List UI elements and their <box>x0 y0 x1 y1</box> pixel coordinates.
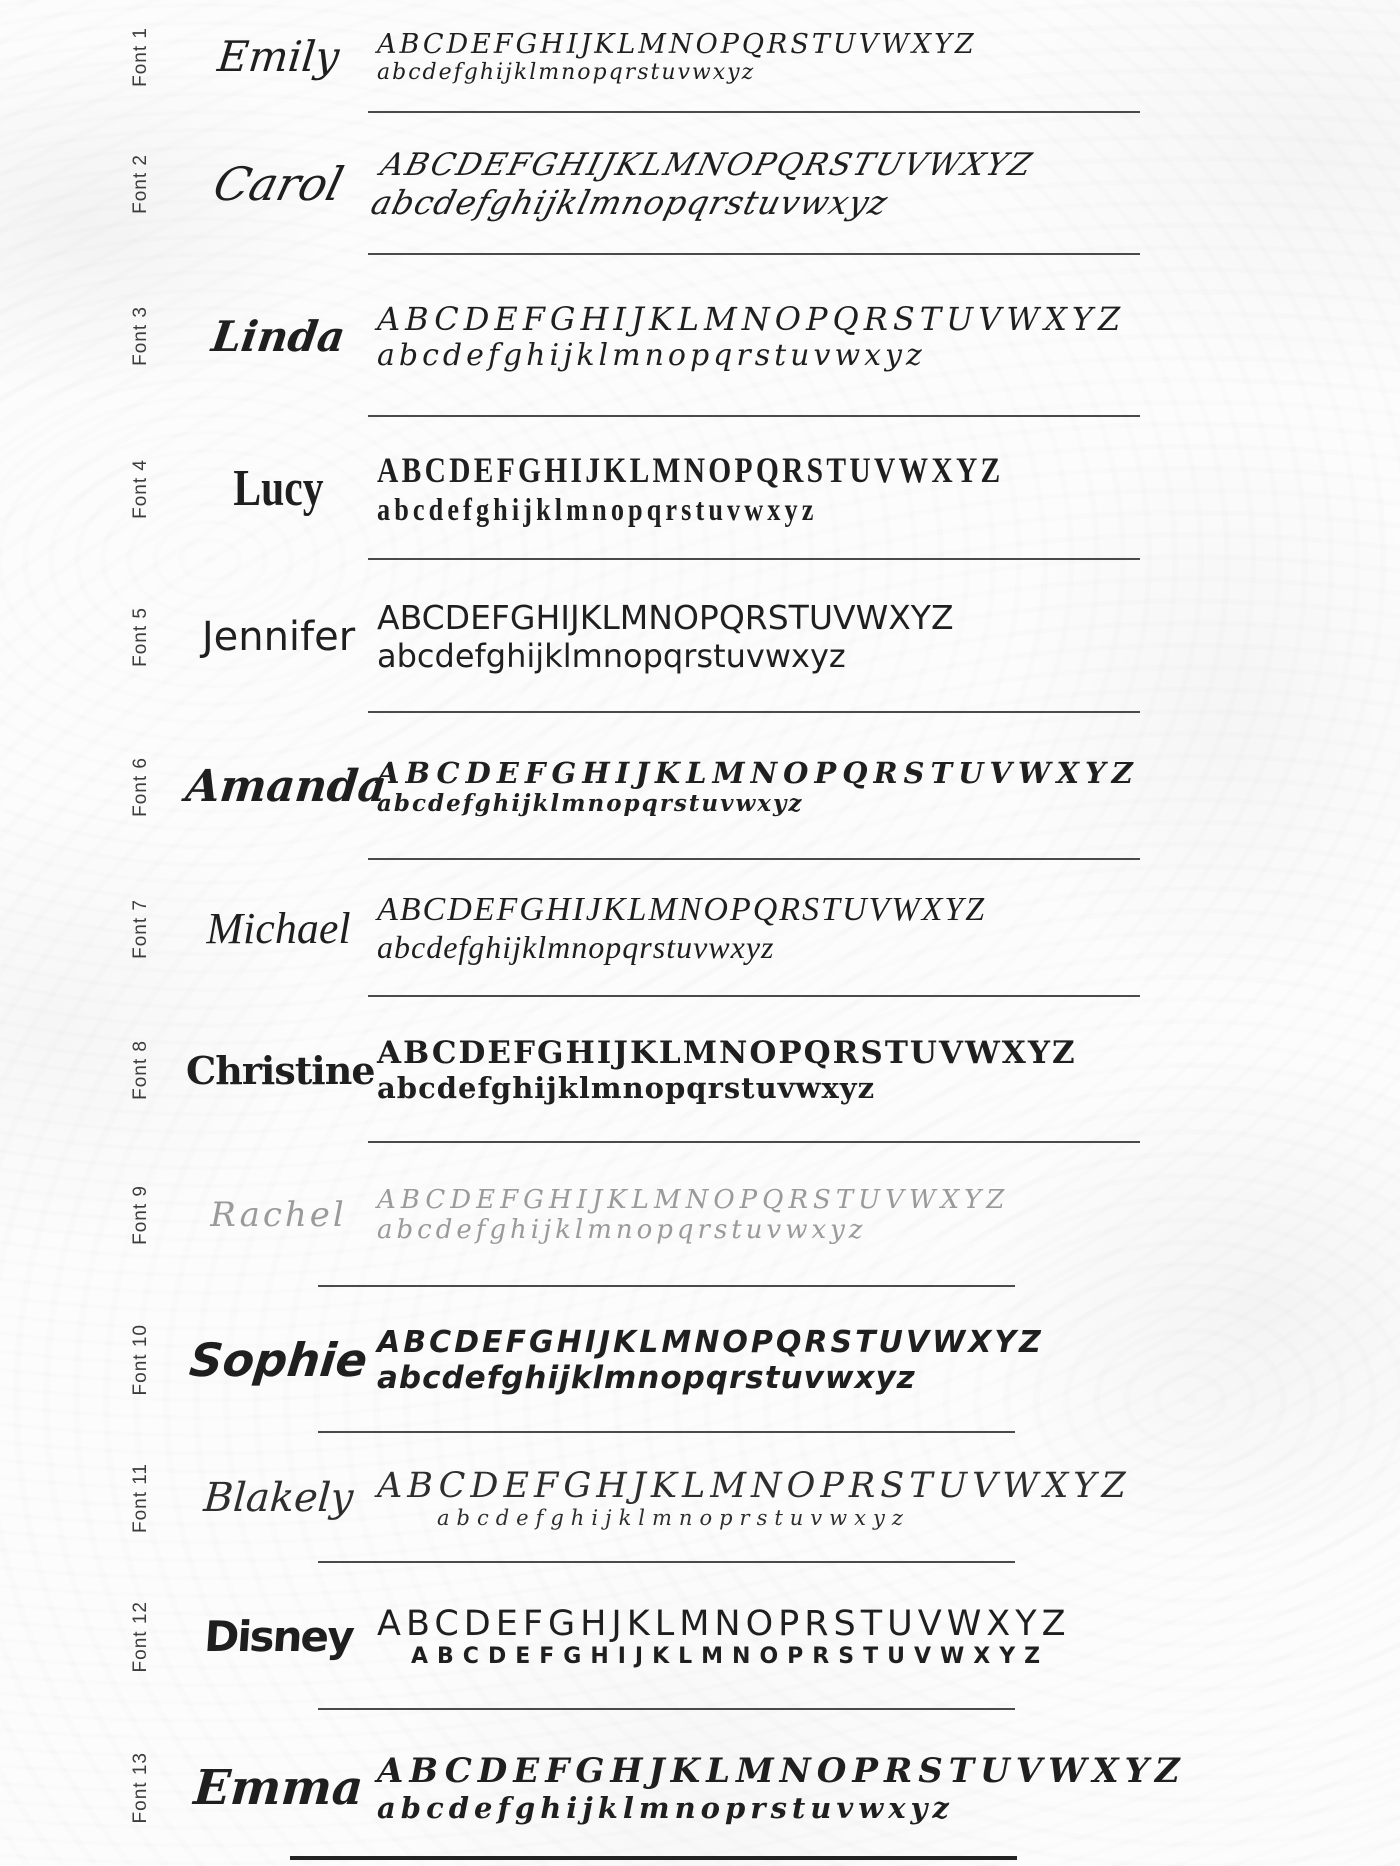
alphabet-sample <box>371 598 1400 675</box>
font-row <box>0 1287 1400 1433</box>
font-row <box>0 113 1400 255</box>
font-index-label: Font 10 <box>130 1324 151 1396</box>
alphabet-sample <box>371 756 1400 817</box>
alphabet-sample <box>371 300 1400 373</box>
alphabet-lowercase: abcdefghijklmnopqrstuvwxyz <box>377 1359 916 1396</box>
font-index-label: Font 11 <box>130 1462 151 1534</box>
alphabet-sample <box>371 1751 1400 1825</box>
font-index-label: Font 7 <box>130 898 151 959</box>
font-index-label: Font 4 <box>130 458 151 519</box>
font-index-label: Font 2 <box>130 154 151 214</box>
alphabet-uppercase: ABCDEFGHJKLMNOPRSTUVWXYZ <box>377 1604 1071 1644</box>
alphabet-uppercase: ABCDEFGHIJKLMNOPQRSTUVWXYZ <box>377 598 954 637</box>
alphabet-lowercase: abcdefghijklmnopqrstuvwxyz <box>377 337 926 373</box>
font-index-label: Font 8 <box>130 1040 151 1100</box>
font-row <box>0 560 1400 713</box>
font-index-label: Font 5 <box>130 606 151 667</box>
alphabet-lowercase: ABCDEFGHIJKLMNOPRSTUVWXYZ <box>411 1644 1050 1669</box>
alphabet-sample <box>367 146 1400 222</box>
alphabet-uppercase: ABCDEFGHIJKLMNOPQRSTUVWXYZ <box>377 1324 1044 1360</box>
font-sample-name: Sophie <box>186 1333 371 1387</box>
alphabet-sample <box>371 1185 1400 1245</box>
alphabet-lowercase: abcdefghijklmnopqrstuvwxyz <box>367 182 893 222</box>
font-sample-name: Carol <box>208 157 349 211</box>
font-row <box>0 713 1400 860</box>
font-sample-name: Michael <box>206 904 351 953</box>
font-row <box>0 997 1400 1143</box>
font-row <box>0 255 1400 417</box>
alphabet-uppercase: ABCDEFGHIJKLMNOPQRSTUVWXYZ <box>377 28 977 60</box>
font-sample-name: Emma <box>191 1760 366 1816</box>
font-index-label: Font 6 <box>130 756 151 817</box>
font-sample-name: Amanda <box>183 761 390 812</box>
alphabet-lowercase: abcdefghijklmnopqrstuvwxyz <box>377 790 804 817</box>
font-row <box>0 0 1400 113</box>
alphabet-uppercase: ABCDEFGHIJKLMNOPQRSTUVWXYZ <box>377 1035 1077 1071</box>
alphabet-lowercase: abcdefghijklmnopqrstuvwxyz <box>377 59 756 85</box>
alphabet-lowercase: abcdefghijklmnoprstuvwxyz <box>437 1506 910 1530</box>
alphabet-lowercase: abcdefghijklmnoprstuvwxyz <box>377 1791 954 1825</box>
bottom-rule <box>290 1856 1017 1860</box>
alphabet-uppercase: ABCDEFGHIJKLMNOPQRSTUVWXYZ <box>377 299 1126 338</box>
font-sample-name: Lucy <box>233 460 324 517</box>
font-row <box>0 1433 1400 1563</box>
font-sample-name: Blakely <box>202 1475 355 1521</box>
alphabet-lowercase: abcdefghijklmnopqrstuvwxyz <box>377 491 818 527</box>
font-sample-name: Emily <box>215 32 342 81</box>
font-sample-name: Linda <box>208 311 349 361</box>
alphabet-sample <box>371 1325 1400 1396</box>
alphabet-uppercase: ABCDEFGHIJKLMNOPQRSTUVWXYZ <box>377 891 987 928</box>
alphabet-sample <box>371 1035 1400 1105</box>
font-row <box>0 1563 1400 1710</box>
alphabet-uppercase: ABCDEFGHIJKLMNOPQRSTUVWXYZ <box>377 146 1037 183</box>
font-sample-name: Christine <box>186 1047 375 1093</box>
alphabet-uppercase: ABCDEFGHIJKLMNOPQRSTUVWXYZ <box>377 1185 1010 1215</box>
font-row <box>0 1710 1400 1866</box>
font-row <box>0 860 1400 997</box>
alphabet-sample <box>371 29 1400 85</box>
alphabet-sample <box>371 449 1400 528</box>
font-index-label: Font 3 <box>130 306 151 366</box>
font-sample-name: Disney <box>202 1612 355 1661</box>
font-sample-name: Rachel <box>210 1195 347 1235</box>
alphabet-sample <box>371 1466 1400 1530</box>
alphabet-uppercase: ABCDEFGHIJKLMNOPQRSTUVWXYZ <box>377 756 1139 790</box>
alphabet-lowercase: abcdefghijklmnopqrstuvwxyz <box>377 1215 867 1245</box>
alphabet-uppercase: ABCDEFGHIJKLMNOPQRSTUVWXYZ <box>377 450 1004 490</box>
alphabet-lowercase: abcdefghijklmnopqrstuvwxyz <box>377 637 846 675</box>
font-row <box>0 1143 1400 1287</box>
alphabet-sample <box>371 1604 1400 1669</box>
alphabet-lowercase: abcdefghijklmnopqrstuvwxyz <box>377 929 775 965</box>
alphabet-uppercase: ABCDEFGHJKLMNOPRSTUVWXYZ <box>377 1466 1131 1506</box>
alphabet-uppercase: ABCDEFGHJKLMNOPRSTUVWXYZ <box>377 1751 1186 1791</box>
font-row <box>0 417 1400 560</box>
font-index-label: Font 1 <box>130 26 151 87</box>
font-index-label: Font 13 <box>130 1752 151 1824</box>
alphabet-sample <box>371 891 1400 966</box>
font-index-label: Font 9 <box>130 1185 151 1245</box>
font-sample-name: Jennifer <box>201 613 356 660</box>
font-index-label: Font 12 <box>130 1600 151 1673</box>
alphabet-lowercase: abcdefghijklmnopqrstuvwxyz <box>377 1071 876 1105</box>
